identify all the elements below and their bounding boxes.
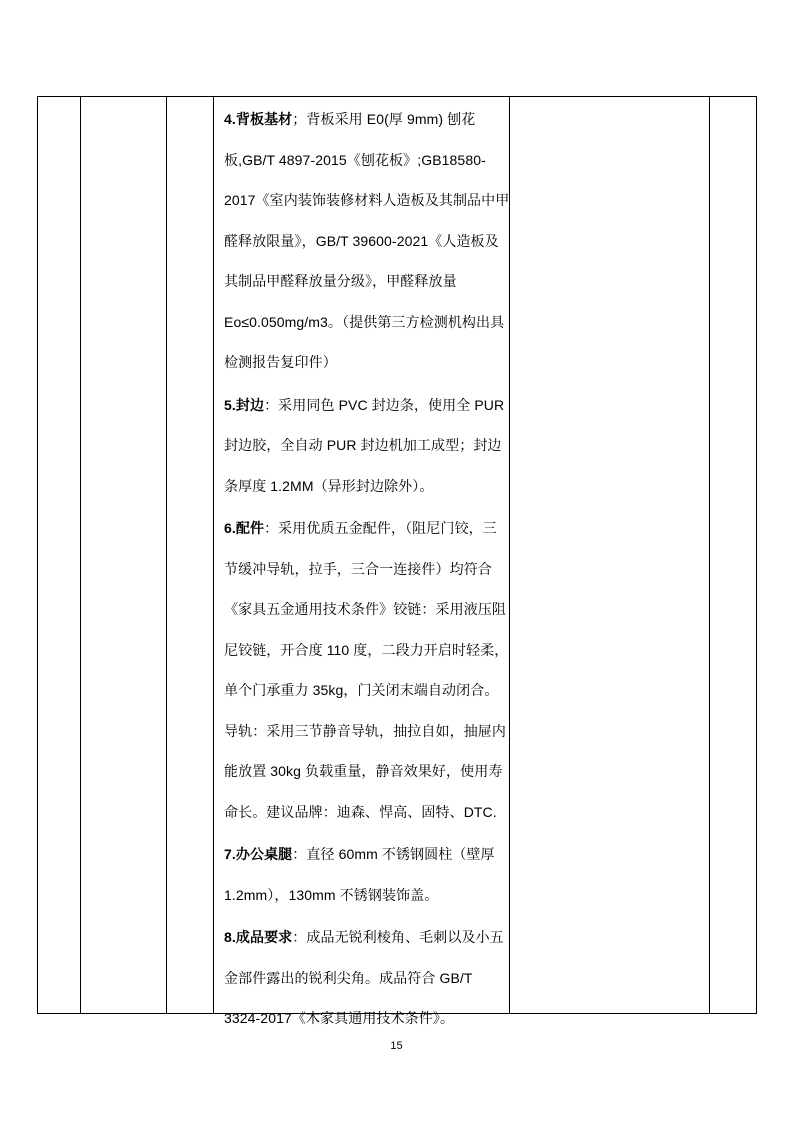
spec-table (37, 96, 757, 1026)
spec-body: ：采用优质五金配件，（阻尼门铰，三节缓冲导轨，拉手，三合一连接件）均符合《家具五金通用技术条件》铰链：采用液压阻尼铰链，开合度 110 度，二段力开启时轻柔，单个门承重力 35kg，门关闭末端自动闭合。导轨：采用三节静音导轨，抽拉自如，抽屉内能放置 30kg 负载重量，静音效果好，使用寿命长。建议品牌：迪森、悍高、固特、DTC. (224, 520, 509, 820)
spec-item-desk-legs (220, 832, 510, 915)
spec-item-edge-banding (220, 383, 510, 507)
spec-body: ：成品无锐利棱角、毛刺以及小五金部件露出的锐利尖角。成品符合 GB/T 3324-2017《木家具通用技术条件》。 (224, 929, 504, 1026)
column-divider (166, 97, 167, 1013)
page-number: 15 (390, 1040, 403, 1052)
spec-body: ；背板采用 E0(厚 9mm) 刨花板,GB/T 4897-2015《刨花板》;GB18580-2017《室内装饰装修材料人造板及其制品中甲醛释放限量》，GB/T 39600-2021《人造板及其制品甲醛释放量分级》，甲醛释放量 Eo≤0.050mg/m3。（提供第三方检测机构出具检测报告复印件） (224, 111, 510, 370)
spec-item-backboard (220, 97, 510, 383)
spec-body: ：采用同色 PVC 封边条，使用全 PUR 封边胶，全自动 PUR 封边机加工成型；封边条厚度 1.2MM（异形封边除外）。 (224, 396, 505, 494)
column-divider (709, 97, 710, 1013)
spec-item-finished-product (220, 915, 510, 1039)
spec-heading: 6.配件 (224, 520, 265, 536)
spec-heading: 7.办公桌腿 (224, 846, 293, 862)
spec-heading: 4.背板基材 (224, 111, 293, 127)
spec-cell (220, 97, 510, 1039)
column-divider (80, 97, 81, 1013)
spec-heading: 8.成品要求 (224, 929, 293, 945)
column-divider (213, 97, 214, 1013)
spec-body: ：直径 60mm 不锈钢圆柱（壁厚 1.2mm），130mm 不锈钢装饰盖。 (224, 846, 495, 903)
spec-item-hardware (220, 506, 510, 832)
spec-heading: 5.封边 (224, 396, 265, 413)
